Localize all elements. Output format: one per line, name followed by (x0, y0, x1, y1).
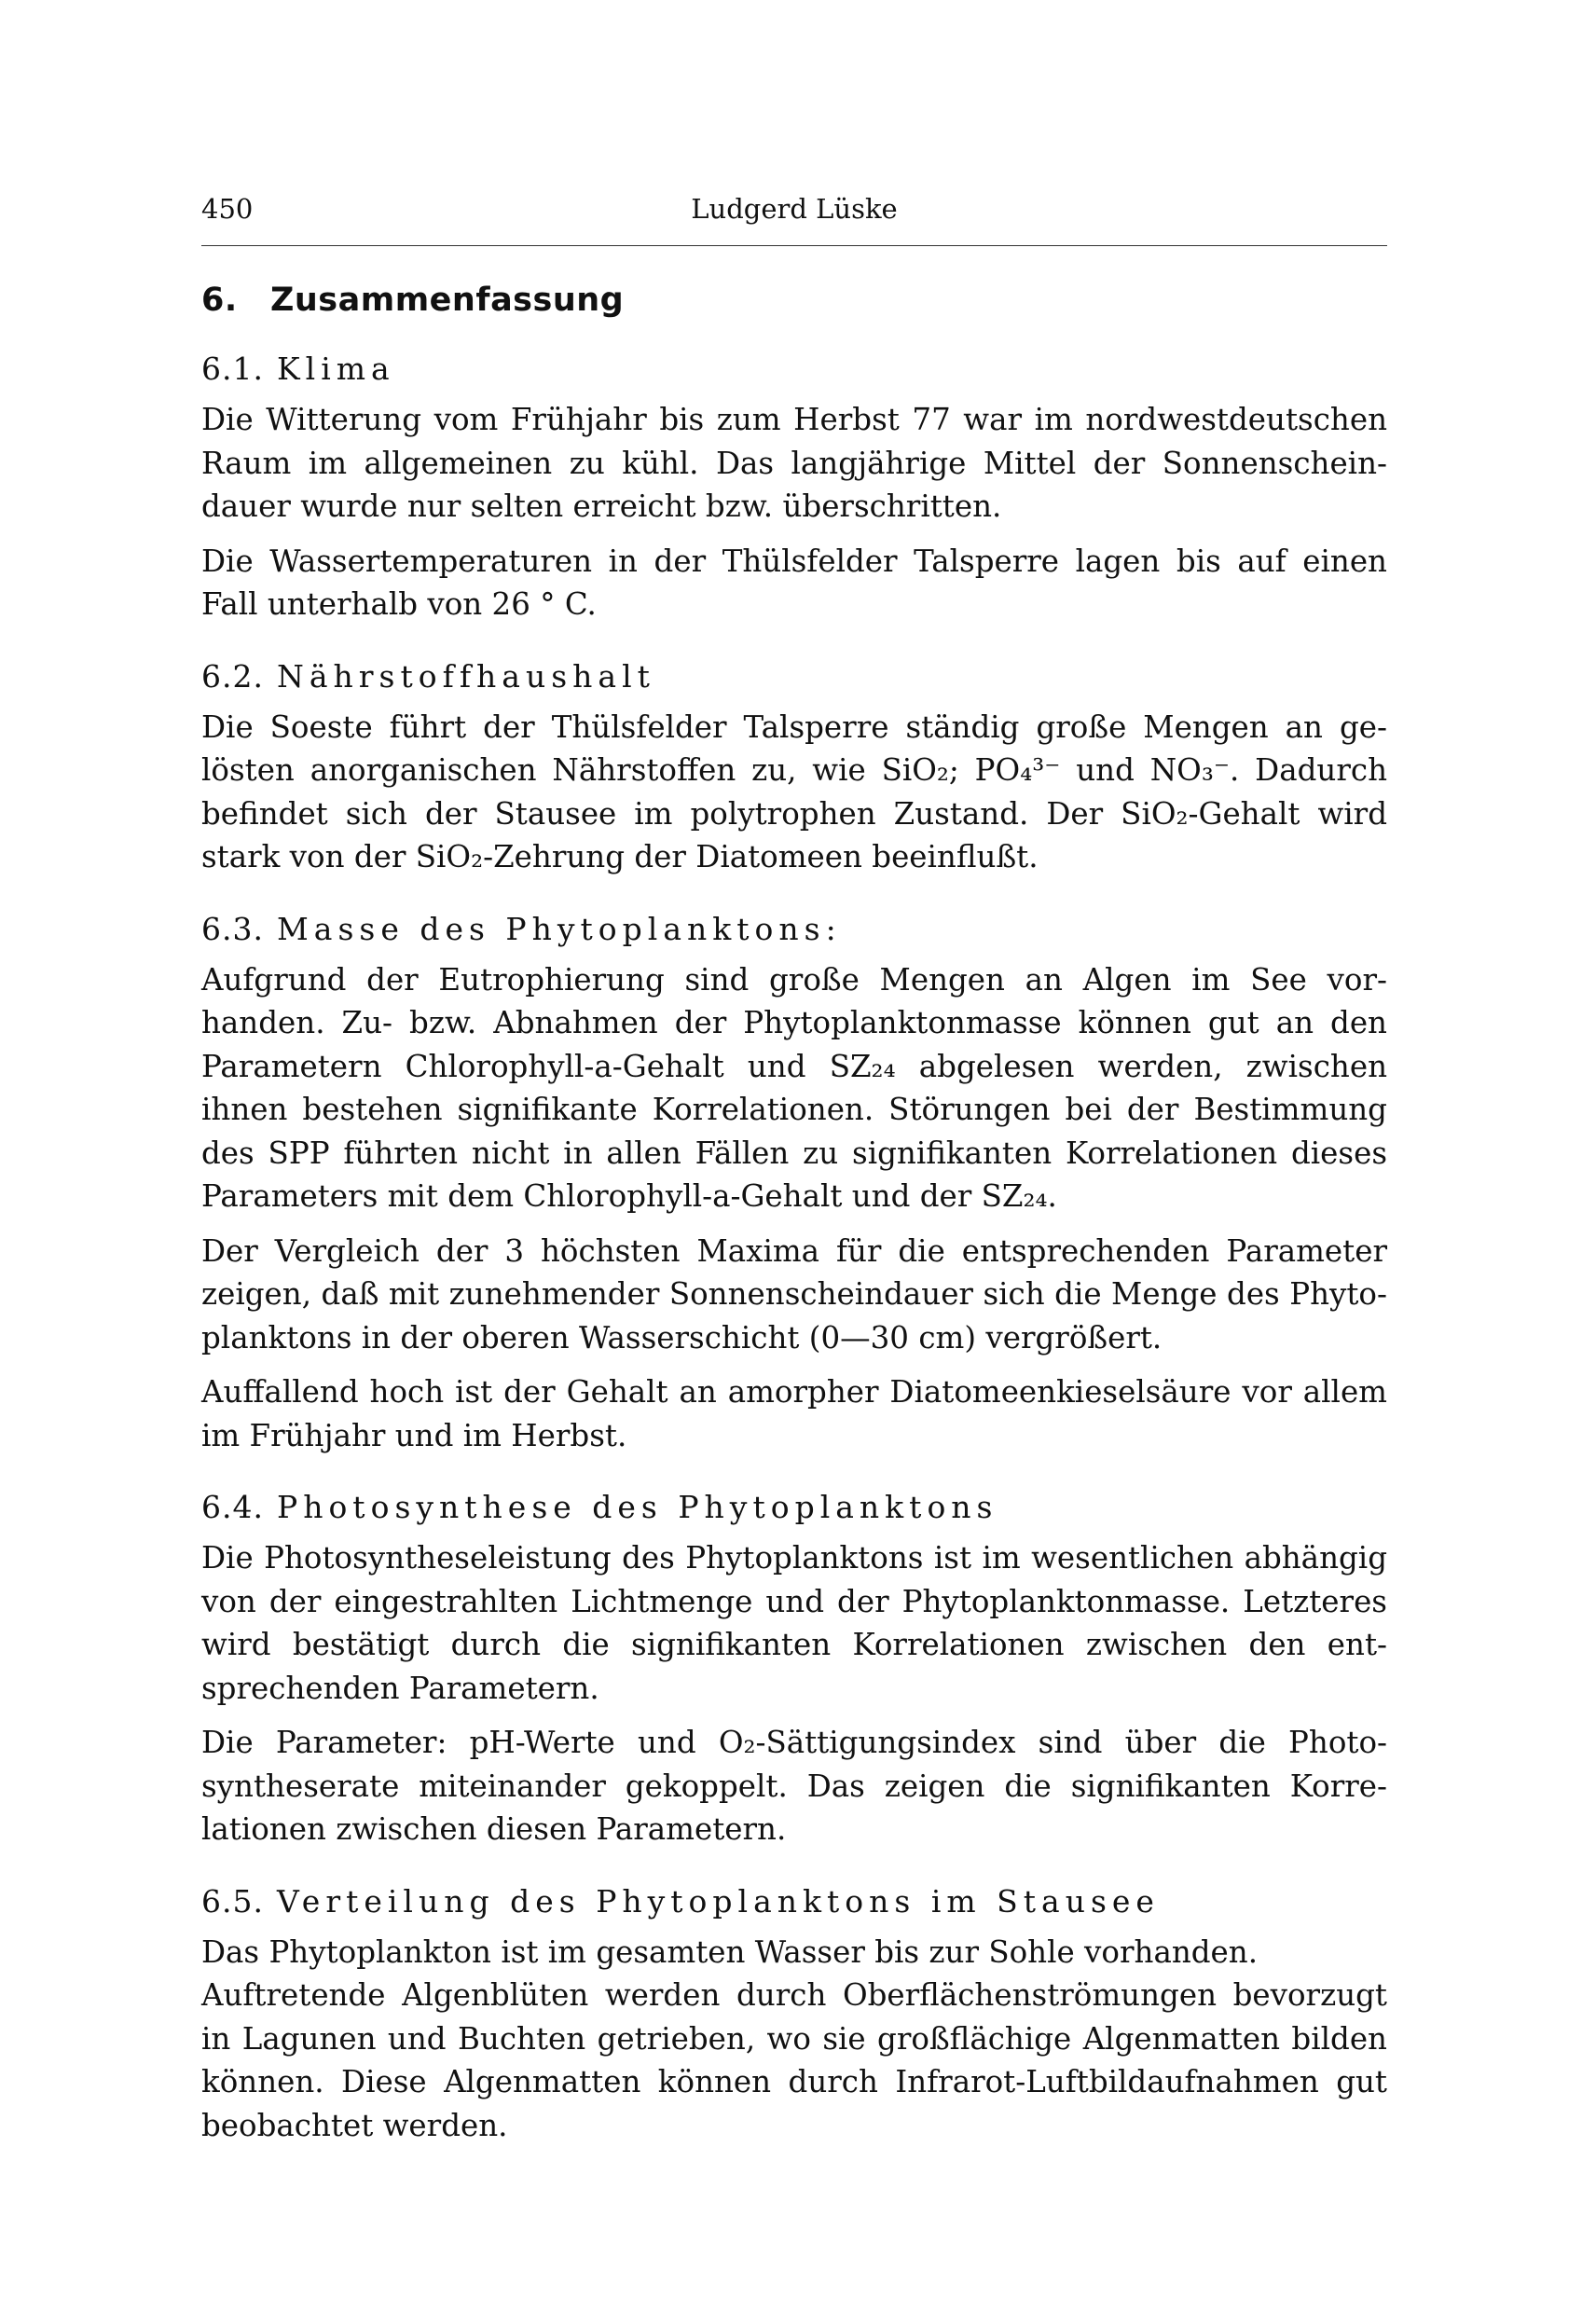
paragraph: Die Witterung vom Frühjahr bis zum Herbst 77 war im nordwestdeutschen Raum im allgemeinen zu kühl. Das langjährige Mittel der Sonnenscheindauer wurde nur selten erreicht bzw. überschritten. (201, 402, 1387, 524)
paragraph: Aufgrund der Eutrophierung sind große Mengen an Algen im See vorhanden. Zu- bzw. Abnahmen der Phytoplanktonmasse können gut an den Parametern Chlorophyll-a-Gehalt und SZ₂₄ abgelesen werden, zwischen ihnen bestehen signifikante Korrelationen. Störungen bei der Bestimmung des SPP führten nicht in allen Fällen zu signifikanten Korrelationen dieses Parameters mit dem Chlorophyll-a-Gehalt und der SZ₂₄. (201, 961, 1387, 1214)
document-page (201, 182, 1387, 2158)
paragraph: Auftretende Algenblüten werden durch Oberflächenströmungen bevorzugt in Lagunen und Buchten getrieben, wo sie großflächige Algenmatten bilden können. Diese Algenmatten können durch Infrarot-Luftbildaufnahmen gut beobachtet werden. (201, 1977, 1387, 2143)
running-header (201, 182, 1387, 227)
section-heading (201, 1489, 1387, 1525)
paragraph: Die Photosyntheseleistung des Phytoplanktons ist im wesentlichen abhängig von der eingestrahlten Lichtmenge und der Phytoplanktonmasse. Letzteres wird bestätigt durch die signifikanten Korrelationen zwischen den entsprechenden Parametern. (201, 1540, 1387, 1706)
section-number: 6.5. (201, 1882, 264, 1920)
section-number: 6.4. (201, 1489, 264, 1525)
paragraph: Die Soeste führt der Thülsfelder Talsperre ständig große Mengen an gelösten anorganischen Nährstoffen zu, wie SiO₂; PO₄³⁻ und NO₃⁻. Dadurch befindet sich der Stausee im polytrophen Zustand. Der SiO₂-Gehalt wird stark von der SiO₂-Zehrung der Diatomeen beeinflußt. (201, 709, 1387, 874)
section-heading (201, 911, 1387, 947)
section-naehrstoffhaushalt (201, 658, 1387, 879)
page-number: 450 (201, 193, 254, 225)
section-heading (201, 658, 1387, 695)
paragraph: Das Phytoplankton ist im gesamten Wasser bis zur Sohle vorhanden. (201, 1934, 1259, 1970)
section-title: Klima (276, 351, 395, 387)
section-klima (201, 351, 1387, 626)
section-number: 6.3. (201, 910, 264, 947)
header-rule (201, 245, 1387, 246)
section-title: Nährstoffhaushalt (276, 657, 655, 695)
section-photosynthese (201, 1489, 1387, 1851)
section-verteilung (201, 1883, 1387, 2148)
summary-heading-title: Zusammenfassung (270, 282, 625, 319)
running-title: Ludgerd Lüske (691, 193, 898, 225)
paragraph: Die Wassertemperaturen in der Thülsfelder Talsperre lagen bis auf einen Fall unterhalb von 26 ° C. (201, 543, 1387, 622)
summary-heading (201, 282, 1387, 319)
section-number: 6.2. (201, 657, 264, 695)
section-title: Photosynthese des Phytoplanktons (276, 1489, 998, 1525)
section-title: Masse des Phytoplanktons: (276, 910, 842, 947)
section-title: Verteilung des Phytoplanktons im Stausee (276, 1882, 1160, 1920)
section-masse-phytoplankton (201, 911, 1387, 1458)
paragraph: Auffallend hoch ist der Gehalt an amorpher Diatomeenkieselsäure vor allem im Frühjahr und im Herbst. (201, 1374, 1387, 1453)
paragraph: Der Vergleich der 3 höchsten Maxima für die entsprechenden Parameter zeigen, daß mit zunehmender Sonnenscheindauer sich die Menge des Phytoplanktons in der oberen Wasserschicht (0—30 cm) vergrößert. (201, 1232, 1387, 1356)
section-heading (201, 1883, 1387, 1920)
section-number: 6.1. (201, 351, 264, 387)
paragraph: Die Parameter: pH-Werte und O₂-Sättigungsindex sind über die Photosyntheserate miteinander gekoppelt. Das zeigen die signifikanten Korrelationen zwischen diesen Parametern. (201, 1725, 1387, 1847)
section-heading (201, 351, 1387, 387)
summary-heading-number: 6. (201, 282, 238, 319)
